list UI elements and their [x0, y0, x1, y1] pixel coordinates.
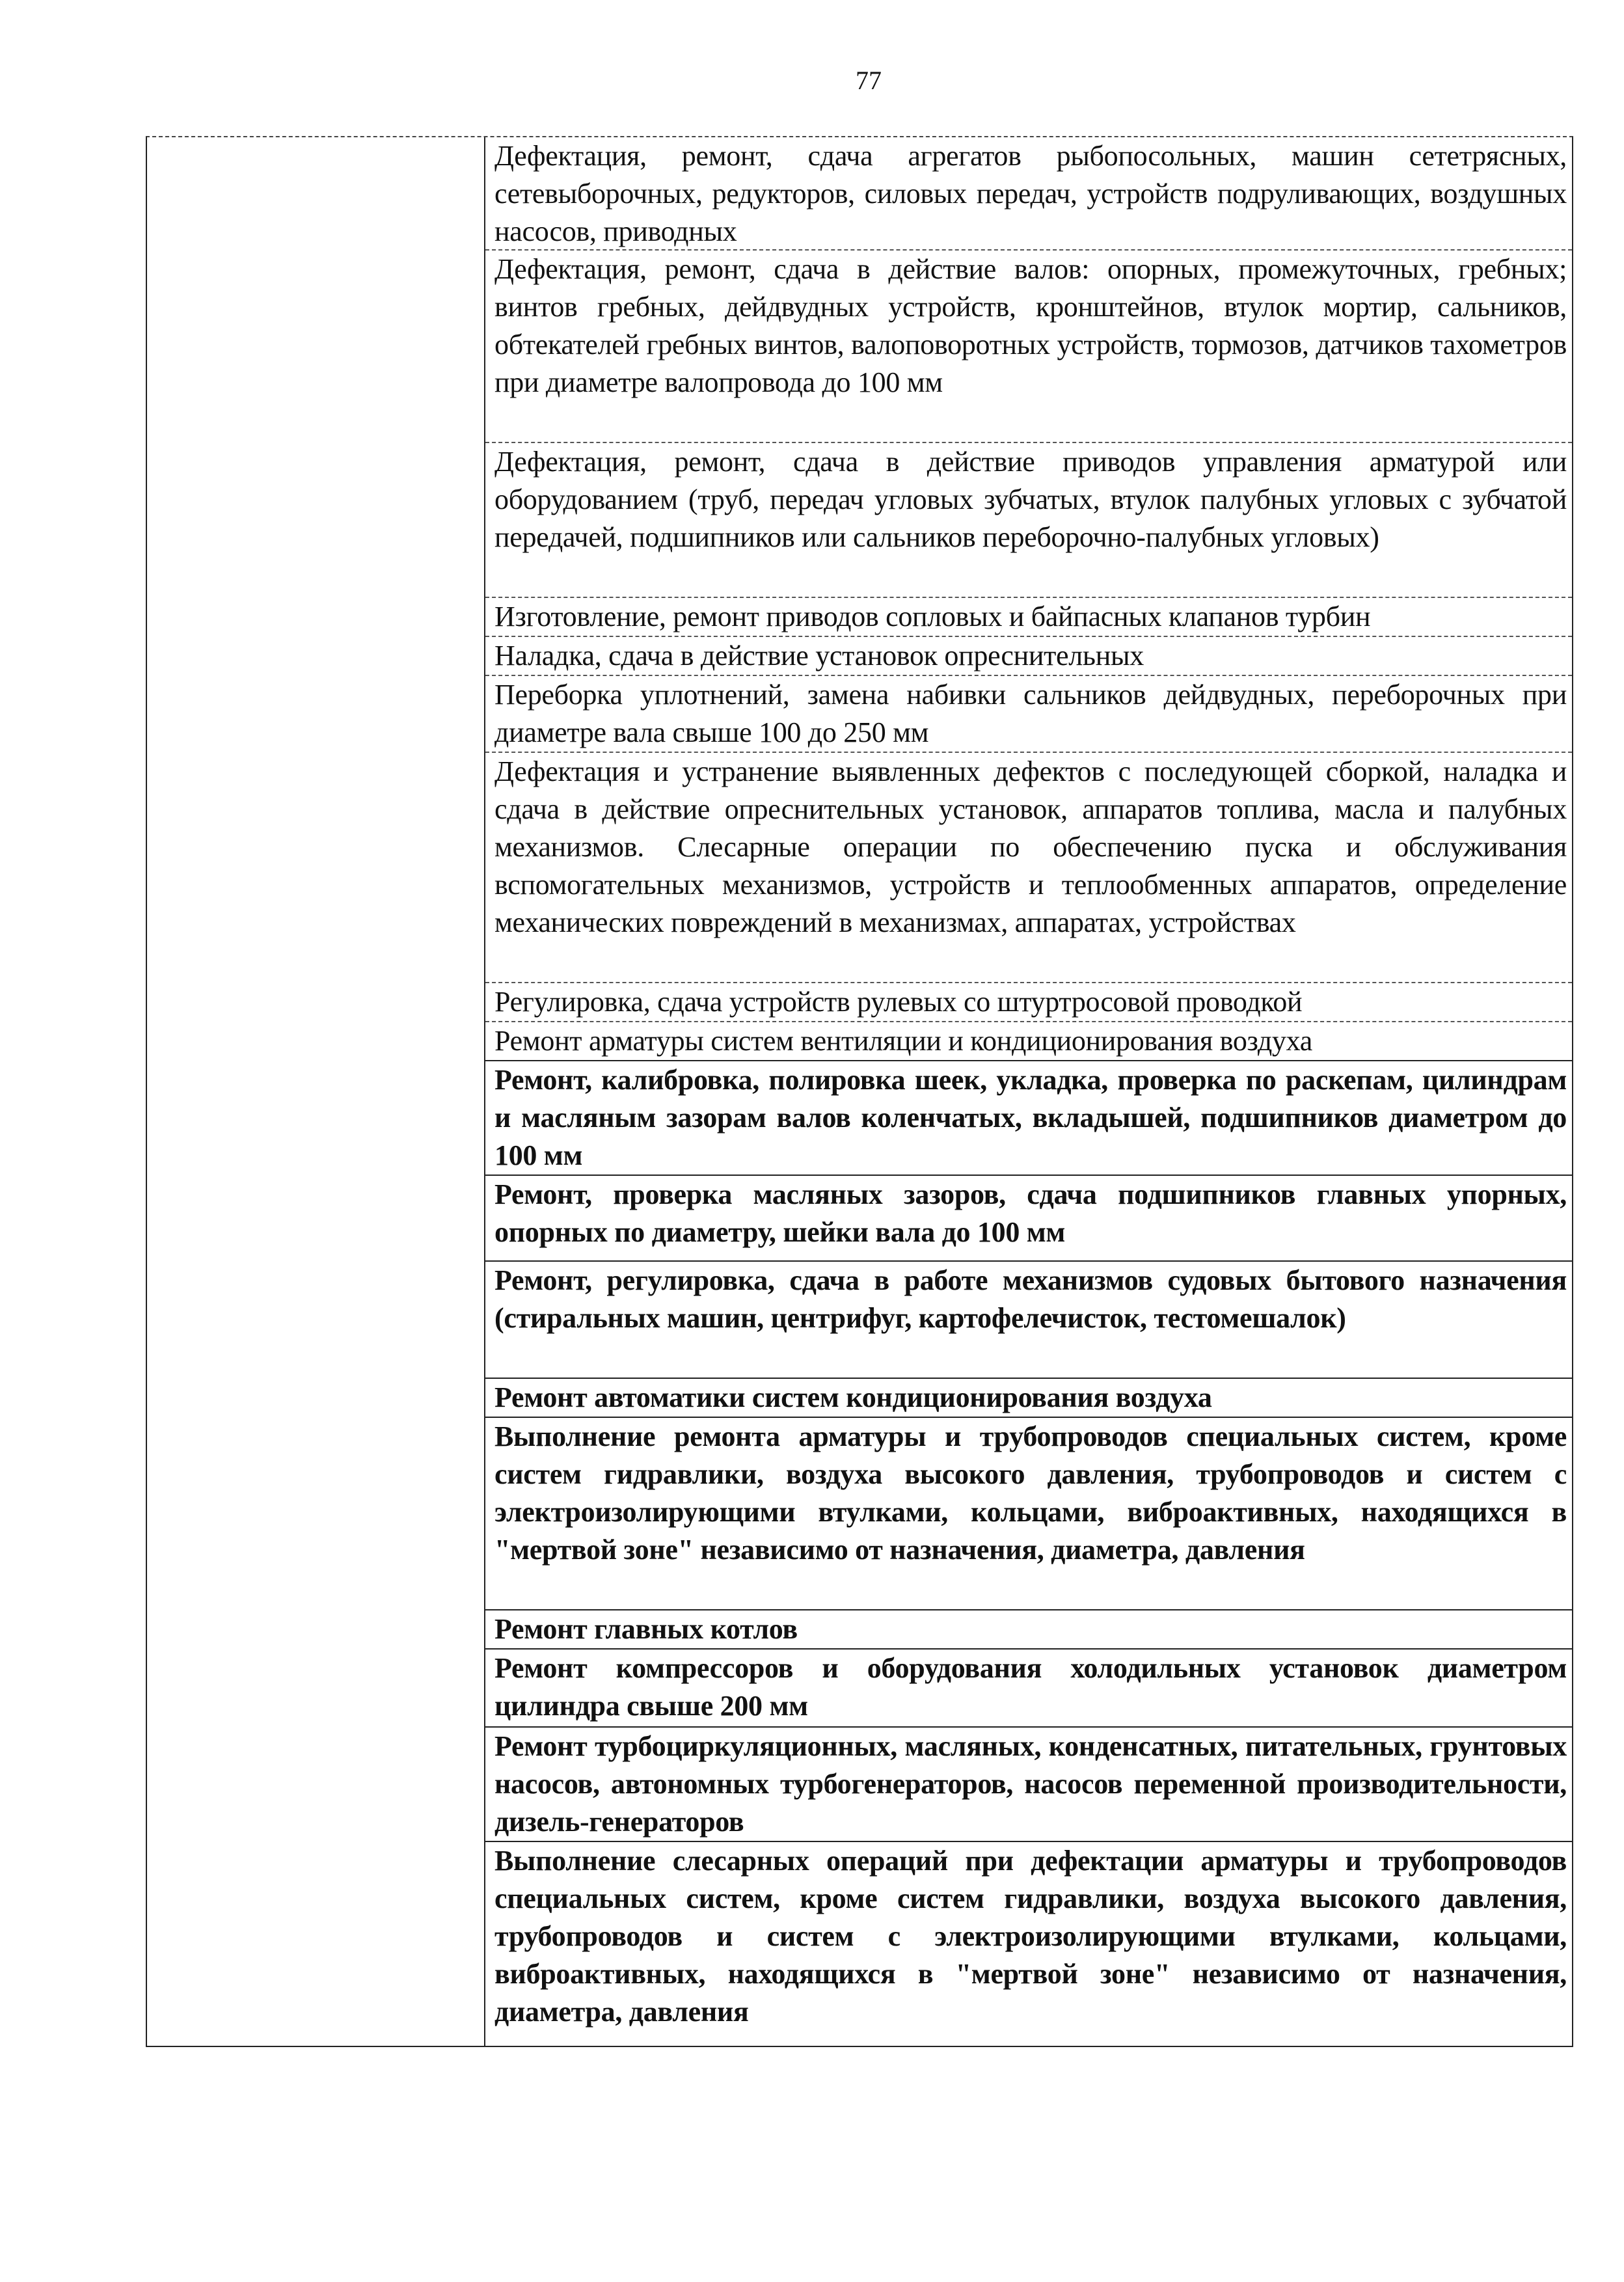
table-row: Регулировка, сдача устройств рулевых со штуртросовой проводкой — [485, 983, 1572, 1022]
table-row: Ремонт автоматики систем кондиционирования воздуха — [485, 1379, 1572, 1418]
table-row: Переборка уплотнений, замена набивки сальников дейдвудных, переборочных при диаметре вала свыше 100 до 250 мм — [485, 676, 1572, 753]
work-types-table — [146, 136, 1573, 2047]
table-left-column — [147, 137, 485, 2046]
table-row: Ремонт компрессоров и оборудования холодильных установок диаметром цилиндра свыше 200 мм — [485, 1650, 1572, 1728]
table-row: Дефектация, ремонт, сдача в действие валов: опорных, промежуточных, гребных; винтов гребных, дейдвудных устройств, кронштейнов, втулок мортир, сальников, обтекателей гребных винтов, валоповоротных устройств, тормозов, датчиков тахометров при диаметре валопровода до 100 мм — [485, 251, 1572, 443]
table-row: Ремонт арматуры систем вентиляции и кондиционирования воздуха — [485, 1022, 1572, 1061]
table-row: Дефектация, ремонт, сдача агрегатов рыбопосольных, машин сететрясных, сетевыборочных, редукторов, силовых передач, устройств подруливающих, воздушных насосов, приводных — [485, 137, 1572, 251]
table-row: Наладка, сдача в действие установок опреснительных — [485, 637, 1572, 676]
table-right-column — [485, 137, 1572, 2046]
table-row: Ремонт, проверка масляных зазоров, сдача подшипников главных упорных, опорных по диаметру, шейки вала до 100 мм — [485, 1176, 1572, 1262]
table-row: Дефектация и устранение выявленных дефектов с последующей сборкой, наладка и сдача в действие опреснительных установок, аппаратов топлива, масла и палубных механизмов. Слесарные операции по обеспечению пуска и обслуживания вспомогательных механизмов, устройств и теплообменных аппаратов, определение механических повреждений в механизмах, аппаратах, устройствах — [485, 753, 1572, 983]
table-row: Ремонт, калибровка, полировка шеек, укладка, проверка по раскепам, цилиндрам и масляным зазорам валов коленчатых, вкладышей, подшипников диаметром до 100 мм — [485, 1061, 1572, 1176]
table-row: Дефектация, ремонт, сдача в действие приводов управления арматурой или оборудованием (труб, передач угловых зубчатых, втулок палубных угловых с зубчатой передачей, подшипников или сальников переборочно-палубных угловых) — [485, 443, 1572, 598]
table-row: Выполнение слесарных операций при дефектации арматуры и трубопроводов специальных систем, кроме систем гидравлики, воздуха высокого давления, трубопроводов и систем с электроизолирующими втулками, кольцами, виброактивных, находящихся в "мертвой зоне" независимо от назначения, диаметра, давления — [494, 1845, 1567, 2028]
table-row: Изготовление, ремонт приводов сопловых и байпасных клапанов турбин — [485, 598, 1572, 637]
table-row: Выполнение ремонта арматуры и трубопроводов специальных систем, кроме систем гидравлики, воздуха высокого давления, трубопроводов и систем с электроизолирующими втулками, кольцами, виброактивных, находящихся в "мертвой зоне" независимо от назначения, диаметра, давления — [485, 1418, 1572, 1610]
table-row: Ремонт, регулировка, сдача в работе механизмов судовых бытового назначения (стиральных машин, центрифуг, картофелечисток, тестомешалок) — [485, 1262, 1572, 1379]
page-number: 77 — [856, 66, 882, 95]
table-row: Ремонт главных котлов — [485, 1610, 1572, 1650]
table-row: Ремонт турбоциркуляционных, масляных, конденсатных, питательных, грунтовых насосов, автономных турбогенераторов, насосов переменной производительности, дизель-генераторов — [485, 1728, 1572, 1842]
